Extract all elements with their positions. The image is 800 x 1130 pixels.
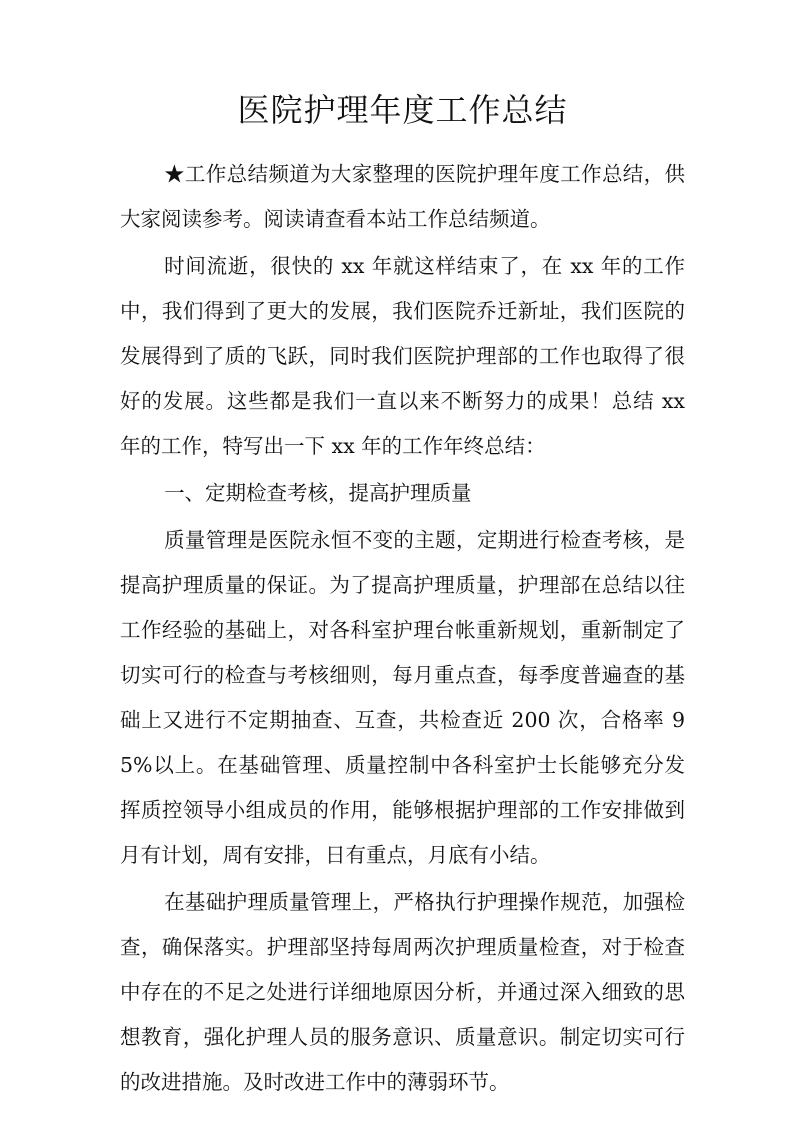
document-title: 医院护理年度工作总结: [237, 91, 568, 129]
paragraph-quality-management: 质量管理是医院永恒不变的主题，定期进行检查考核，是提高护理质量的保证。为了提高护理质量，护理部在总结以往工作经验的基础上，对各科室护理台帐重新规划，重新制定了切实可行的检查与考核细则，每月重点查，每季度普遍查的基础上又进行不定期抽查、互查，共检查近 200 次，合格率 95%以上。在基础管理、质量控制中各科室护士长能够充分发挥质控领导小组成员的作用，能够根据护理部的工作安排做到月有计划，周有安排，日有重点，月底有小结。: [120, 528, 685, 867]
paragraph-basic-nursing: 在基础护理质量管理上，严格执行护理操作规范，加强检查，确保落实。护理部坚持每周两次护理质量检查，对于检查中存在的不足之处进行详细地原因分析，并通过深入细致的思想教育，强化护理人员的服务意识、质量意识。制定切实可行的改进措施。及时改进工作中的薄弱环节。: [120, 890, 685, 1094]
paragraph-overview: 时间流逝，很快的 xx 年就这样结束了，在 xx 年的工作中，我们得到了更大的发展，我们医院乔迁新址，我们医院的发展得到了质的飞跃，同时我们医院护理部的工作也取得了很好的发展。这些都是我们一直以来不断努力的成果！总结 xx 年的工作，特写出一下 xx 年的工作年终总结：: [120, 254, 685, 458]
paragraph-intro: ★工作总结频道为大家整理的医院护理年度工作总结，供大家阅读参考。阅读请查看本站工作总结频道。: [120, 162, 685, 231]
section-heading-1: 一、定期检查考核，提高护理质量: [164, 481, 472, 505]
document-page: [120, 90, 685, 1107]
